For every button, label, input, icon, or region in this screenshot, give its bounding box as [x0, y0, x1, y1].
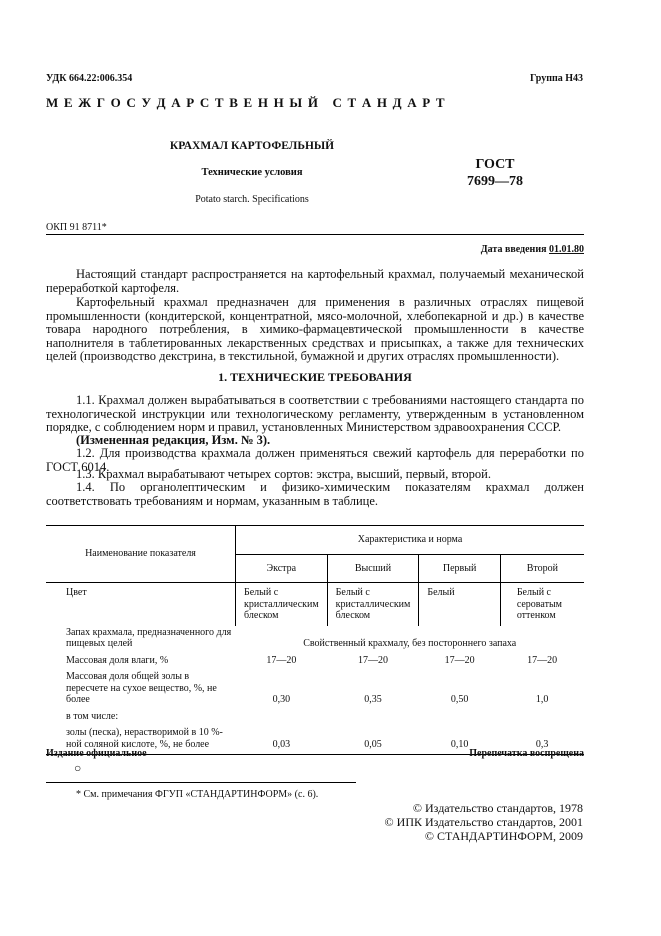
table-cell: Белый с кристаллическим блеском — [235, 583, 327, 626]
copyright-line: © ИПК Издательство стандартов, 2001 — [384, 815, 583, 829]
grade-extra-header: Экстра — [235, 554, 327, 583]
table-row — [46, 583, 584, 626]
table-cell: 0,30 — [272, 694, 291, 705]
document-title: КРАХМАЛ КАРТОФЕЛЬНЫЙ — [169, 140, 335, 152]
table-cell: 17—20 — [527, 654, 558, 666]
circle-mark: ○ — [74, 761, 82, 775]
grade-premium-header: Высший — [327, 554, 419, 583]
table-cell: 17—20 — [444, 654, 475, 666]
copyright-line: © СТАНДАРТИНФОРМ, 2009 — [424, 829, 583, 843]
row-label-moisture: Массовая доля влаги, % — [66, 654, 169, 666]
clause-1-1: 1.1. Крахмал должен вырабатываться в соответствии с требованиями настоящего стандарта по технологической инструкции или технологическому регламенту, утвержденным в установленном порядке, с соблюдением норм и правил, установленных Министерством здравоохранения СССР. — [46, 393, 584, 435]
udk-code: УДК 664.22:006.354 — [46, 73, 133, 84]
table-row — [46, 707, 584, 724]
specification-table — [46, 525, 584, 755]
intro-paragraph-2: Картофельный крахмал предназначен для применения в различных отраслях пищевой промышленности (кондитерской, концентратной, мясо-молочной, хлебопекарной и др.) в качестве товара народного потребления, в химико-фармацевтической промышленности в качестве наполнителя в таблетированных лекарственных средствах и присыпках, а также для технических целей (производство декстрина, в текстильной, бумажной и других отраслях промышленности). — [46, 295, 584, 364]
table-row — [46, 626, 584, 651]
table-header-row — [46, 526, 584, 555]
row-label-including: в том числе: — [66, 710, 119, 722]
grade-first-header: Первый — [419, 554, 500, 583]
document-subtitle: Технические условия — [201, 167, 303, 178]
characteristics-header: Характеристика и норма — [235, 526, 584, 555]
clause-1-2: 1.2. Для производства крахмала должен применяться свежий картофель для переработки по ГОСТ 6014. — [46, 446, 584, 474]
table-cell: 0,10 — [419, 723, 500, 755]
row-label-color: Цвет — [66, 587, 87, 598]
standard-banner: М Е Ж Г О С У Д А Р С Т В Е Н Н Ы Й С Т А Н Д А Р Т — [46, 95, 446, 110]
table-row — [46, 667, 584, 707]
gost-label: ГОСТ — [475, 157, 515, 172]
official-edition: Издание официальное — [46, 748, 147, 759]
footnote: * См. примечания ФГУП «СТАНДАРТИНФОРМ» (с. 6). — [76, 789, 319, 800]
section-heading: 1. ТЕХНИЧЕСКИЕ ТРЕБОВАНИЯ — [218, 370, 412, 384]
table-cell: Белый с сероватым оттенком — [500, 583, 584, 626]
table-cell: 0,05 — [327, 723, 419, 755]
table-cell: 0,03 — [235, 723, 327, 755]
copyright-block — [385, 801, 583, 843]
table-cell: 0,50 — [450, 694, 469, 705]
clause-1-3: 1.3. Крахмал вырабатывают четырех сортов: экстра, высший, первый, второй. — [76, 467, 491, 481]
intro-date — [481, 244, 584, 255]
table-cell: 0,3 — [500, 723, 584, 755]
table-cell: 1,0 — [535, 694, 549, 705]
reprint-prohibited: Перепечатка воспрещена — [469, 748, 584, 759]
intro-date-value: 01.01.80 — [549, 244, 584, 255]
revision-note: (Измененная редакция, Изм. № 3). — [76, 433, 271, 447]
row-label-sand: золы (песка), нерастворимой в 10 %-ной соляной кислоте, %, не более — [46, 723, 235, 755]
group-code: Группа Н43 — [530, 73, 583, 84]
table-cell: 0,35 — [364, 694, 382, 705]
table-cell: 17—20 — [358, 654, 389, 666]
okp-code: ОКП 91 8711* — [46, 222, 107, 233]
intro-paragraph-1: Настоящий стандарт распространяется на картофельный крахмал, получаемый механической переработкой картофеля. — [46, 267, 584, 295]
row-label-ash: Массовая доля общей золы в пересчете на сухое вещество, %, не более — [66, 671, 217, 705]
intro-date-label: Дата введения — [480, 244, 547, 255]
table-cell: Белый — [419, 583, 500, 626]
gost-number: 7699—78 — [467, 174, 523, 189]
divider-line — [46, 234, 584, 235]
english-title: Potato starch. Specifications — [195, 194, 309, 205]
indicator-column-header: Наименование показателя — [46, 526, 235, 583]
copyright-line: © Издательство стандартов, 1978 — [412, 801, 583, 815]
clause-1-4: 1.4. По органолептическим и физико-химическим показателям крахмал должен соответствовать требованиям и нормам, указанным в таблице. — [46, 480, 584, 508]
footnote-divider — [46, 782, 356, 783]
table-cell: Белый с кристаллическим блеском — [327, 583, 419, 626]
table-cell: Свойственный крахмалу, без постороннего запаха — [303, 638, 517, 649]
grade-second-header: Второй — [500, 554, 584, 583]
row-label-smell: Запах крахмала, предназначенного для пищевых целей — [66, 626, 232, 649]
table-cell: 17—20 — [266, 654, 297, 666]
table-row — [46, 651, 584, 668]
